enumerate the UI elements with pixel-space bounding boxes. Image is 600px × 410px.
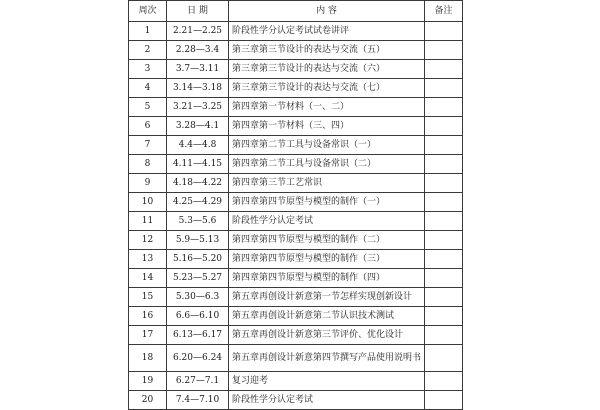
cell-note	[425, 60, 463, 79]
header-note: 备注	[425, 1, 463, 22]
header-date: 日 期	[167, 1, 229, 22]
cell-note	[425, 231, 463, 250]
cell-note	[425, 98, 463, 117]
cell-note	[425, 307, 463, 326]
cell-content: 第五章再创设计新意第二节认识技术测试	[229, 307, 425, 326]
cell-week: 8	[129, 155, 167, 174]
cell-week: 19	[129, 372, 167, 391]
cell-date: 3.7—3.11	[167, 60, 229, 79]
cell-week: 11	[129, 212, 167, 231]
cell-content: 第四章第四节原型与模型的制作（一）	[229, 193, 425, 212]
cell-note	[425, 174, 463, 193]
cell-week: 1	[129, 22, 167, 41]
cell-note	[425, 117, 463, 136]
cell-note	[425, 326, 463, 345]
table-row	[129, 136, 463, 155]
table-row	[129, 155, 463, 174]
cell-note	[425, 155, 463, 174]
cell-date: 5.9—5.13	[167, 231, 229, 250]
cell-content: 第五章再创设计新意第一节怎样实现创新设计	[229, 288, 425, 307]
cell-content: 第三章第三节设计的表达与交流（五）	[229, 41, 425, 60]
cell-note	[425, 193, 463, 212]
cell-content: 第五章再创设计新意第四节撰写产品使用说明书	[229, 345, 425, 372]
cell-date: 3.14—3.18	[167, 79, 229, 98]
cell-date: 5.16—5.20	[167, 250, 229, 269]
cell-note	[425, 41, 463, 60]
cell-content: 第四章第四节原型与模型的制作（四）	[229, 269, 425, 288]
cell-date: 4.25—4.29	[167, 193, 229, 212]
table-row	[129, 372, 463, 391]
table-row	[129, 41, 463, 60]
cell-date: 6.13—6.17	[167, 326, 229, 345]
cell-week: 14	[129, 269, 167, 288]
table-row	[129, 60, 463, 79]
cell-content: 第四章第四节原型与模型的制作（三）	[229, 250, 425, 269]
cell-week: 13	[129, 250, 167, 269]
cell-date: 4.18—4.22	[167, 174, 229, 193]
cell-note	[425, 22, 463, 41]
cell-note	[425, 79, 463, 98]
cell-week: 9	[129, 174, 167, 193]
cell-date: 2.21—2.25	[167, 22, 229, 41]
table-row	[129, 269, 463, 288]
cell-date: 3.21—3.25	[167, 98, 229, 117]
header-week: 周次	[129, 1, 167, 22]
cell-date: 5.23—5.27	[167, 269, 229, 288]
table-row	[129, 231, 463, 250]
cell-content: 阶段性学分认定考试	[229, 212, 425, 231]
table-row	[129, 307, 463, 326]
cell-note	[425, 269, 463, 288]
cell-content: 第三章第三节设计的表达与交流（六）	[229, 60, 425, 79]
cell-content: 第四章第四节原型与模型的制作（二）	[229, 231, 425, 250]
cell-week: 12	[129, 231, 167, 250]
cell-date: 6.27—7.1	[167, 372, 229, 391]
cell-content: 第四章第一节材料（一、二）	[229, 98, 425, 117]
cell-week: 6	[129, 117, 167, 136]
cell-note	[425, 391, 463, 410]
cell-note	[425, 250, 463, 269]
cell-week: 10	[129, 193, 167, 212]
cell-date: 4.4—4.8	[167, 136, 229, 155]
table-row	[129, 117, 463, 136]
table-row	[129, 174, 463, 193]
table-row	[129, 22, 463, 41]
cell-week: 4	[129, 79, 167, 98]
cell-note	[425, 345, 463, 372]
cell-week: 2	[129, 41, 167, 60]
cell-note	[425, 212, 463, 231]
cell-note	[425, 372, 463, 391]
cell-date: 5.3—5.6	[167, 212, 229, 231]
cell-week: 17	[129, 326, 167, 345]
cell-week: 3	[129, 60, 167, 79]
cell-date: 5.30—6.3	[167, 288, 229, 307]
table-row	[129, 79, 463, 98]
cell-content: 复习迎考	[229, 372, 425, 391]
cell-content: 第五章再创设计新意第三节评价、优化设计	[229, 326, 425, 345]
cell-content: 第四章第二节工具与设备常识（一）	[229, 136, 425, 155]
cell-date: 6.6—6.10	[167, 307, 229, 326]
cell-week: 18	[129, 345, 167, 372]
cell-week: 20	[129, 391, 167, 410]
table-row	[129, 212, 463, 231]
cell-date: 6.20—6.24	[167, 345, 229, 372]
table-row	[129, 326, 463, 345]
cell-week: 7	[129, 136, 167, 155]
cell-week: 16	[129, 307, 167, 326]
cell-date: 7.4—7.10	[167, 391, 229, 410]
table-row	[129, 250, 463, 269]
cell-content: 阶段性学分认定考试试卷讲评	[229, 22, 425, 41]
cell-week: 15	[129, 288, 167, 307]
cell-content: 第四章第三节工艺常识	[229, 174, 425, 193]
schedule-table	[128, 0, 463, 410]
cell-note	[425, 288, 463, 307]
header-row	[129, 1, 463, 22]
table-row	[129, 193, 463, 212]
cell-date: 3.28—4.1	[167, 117, 229, 136]
cell-date: 4.11—4.15	[167, 155, 229, 174]
cell-content: 阶段性学分认定考试	[229, 391, 425, 410]
cell-note	[425, 136, 463, 155]
table-row	[129, 288, 463, 307]
cell-content: 第四章第一节材料（三、四）	[229, 117, 425, 136]
cell-content: 第三章第三节设计的表达与交流（七）	[229, 79, 425, 98]
cell-date: 2.28—3.4	[167, 41, 229, 60]
table-row	[129, 345, 463, 372]
table-row	[129, 391, 463, 410]
header-content: 内 容	[229, 1, 425, 22]
cell-week: 5	[129, 98, 167, 117]
cell-content: 第四章第二节工具与设备常识（二）	[229, 155, 425, 174]
table-row	[129, 98, 463, 117]
